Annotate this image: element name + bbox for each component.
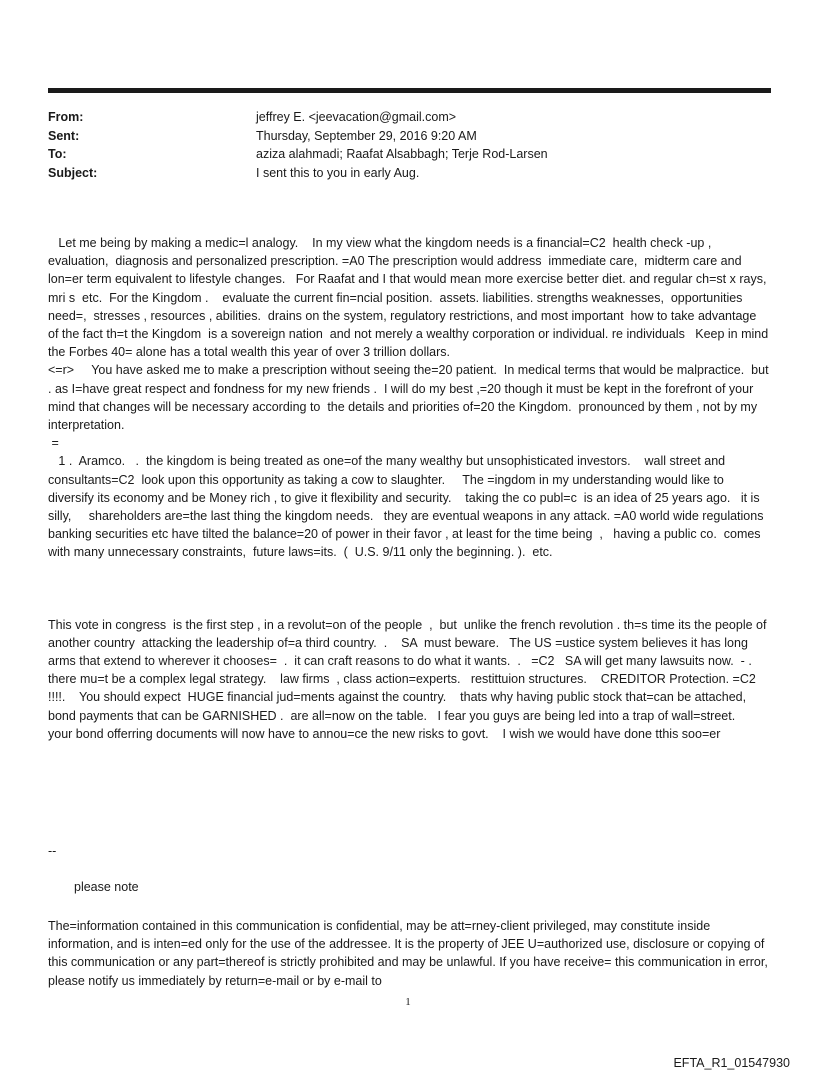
signature-dash: --: [48, 844, 57, 858]
body-paragraph-2: <=r> You have asked me to make a prescription without seeing the=20 patient. In medical terms that would be malpractice. but . as I=have great respect and fondness for my new friends . I will do my best ,=20 though it must be kept in the forefront of your mind that changes will be necessary according to the details and priorities of=20 the Kingdom. pronounced by them , not by my interpretation.: [48, 363, 773, 433]
please-note: please note: [74, 880, 139, 894]
body-paragraph-1: Let me being by making a medic=l analogy. In my view what the kingdom needs is a financial=C2 health check -up , evaluation, diagnosis and personalized prescription. =A0 The prescription would address immediate care, midterm care and lon=er term equivalent to lifestyle changes. For Raafat and I that would mean more exercise better diet. and regular ch=st x rays, mri s etc. For the Kingdom . evaluate the current fin=ncial position. assets. liabilities. strengths weaknesses, opportunities need=, stresses , resources , abilities. drains on the system, regulatory restrictions, and most important how to take advantage of the fact th=t the Kingdom is a sovereign nation and not merely a wealthy corporation or individual. re individuals Keep in mind the Forbes 40= alone has a total wealth this year of over 3 trillion dollars.: [48, 236, 774, 360]
subject-label: Subject:: [48, 165, 98, 180]
to-row: [48, 145, 768, 164]
header-rule: [48, 88, 771, 93]
to-label: To:: [48, 147, 67, 162]
email-header: [48, 108, 768, 182]
email-body: [48, 234, 774, 743]
confidentiality-disclaimer: The=information contained in this communication is confidential, may be att=rney-client privileged, may constitute inside information, and is inten=ed only for the use of the addressee. It is the property of JEE U=authorized use, disclosure or copying of this communication or any part=thereof is strictly prohibited and may be unlawful. If you have receive= this communication in error, please notify us immediately by return=e-mail or by e-mail to: [48, 919, 768, 988]
to-value: aziza alahmadi; Raafat Alsabbagh; Terje Rod-Larsen: [256, 147, 548, 162]
document-id: EFTA_R1_01547930: [673, 1056, 790, 1070]
body-paragraph-3: =: [48, 436, 59, 451]
page-number: 1: [405, 996, 411, 1008]
from-row: [48, 108, 768, 127]
sent-row: [48, 127, 768, 146]
subject-value: I sent this to you in early Aug.: [256, 165, 420, 180]
body-paragraph-5: This vote in congress is the first step , in a revolut=on of the people , but unlike the french revolution . th=s time its the people of another country attacking the leadership of=a third country. . SA must beware. The US =ustice system believes it has long arms that extend to wherever it chooses= . it can craft reasons to do what it wants. . =C2 SA will get many lawsuits now. - . there mu=t be a complex legal strategy. law firms , class action=experts. restittuion structures. CREDITOR Protection. =C2 !!!!. You should expect HUGE financial jud=ments against the country. thats why having public stock that=can be attached, bond payments that can be GARNISHED . are all=now on the table. I fear you guys are being led into a trap of wall=street. your bond offerring documents will now have to annou=ce the new risks to govt. I wish we would have done tthis soo=er: [48, 617, 770, 741]
body-paragraph-4: 1 . Aramco. . the kingdom is being treated as one=of the many wealthy but unsophisticated investors. wall street and consultants=C2 look upon this opportunity as taking a cow to slaughter. The =ingdom in my understanding would like to diversify its economy and be Money rich , to give it flexibility and security. taking the co publ=c is an idea of 25 years ago. it is silly, shareholders are=the last thing the kingdom needs. they are eventual weapons in any attack. =A0 world wide regulations banking securities etc have tilted the balance=20 of power in their favor , at least for the time being , having a public co. comes with many unnecessary constraints, future laws=its. ( U.S. 9/11 only the beginning. ). etc.: [48, 454, 771, 560]
sent-label: Sent:: [48, 128, 80, 143]
from-value: jeffrey E. <jeevacation@gmail.com>: [256, 110, 457, 124]
sent-value: Thursday, September 29, 2016 9:20 AM: [256, 128, 477, 143]
from-label: From:: [48, 110, 84, 124]
subject-row: [48, 164, 768, 183]
